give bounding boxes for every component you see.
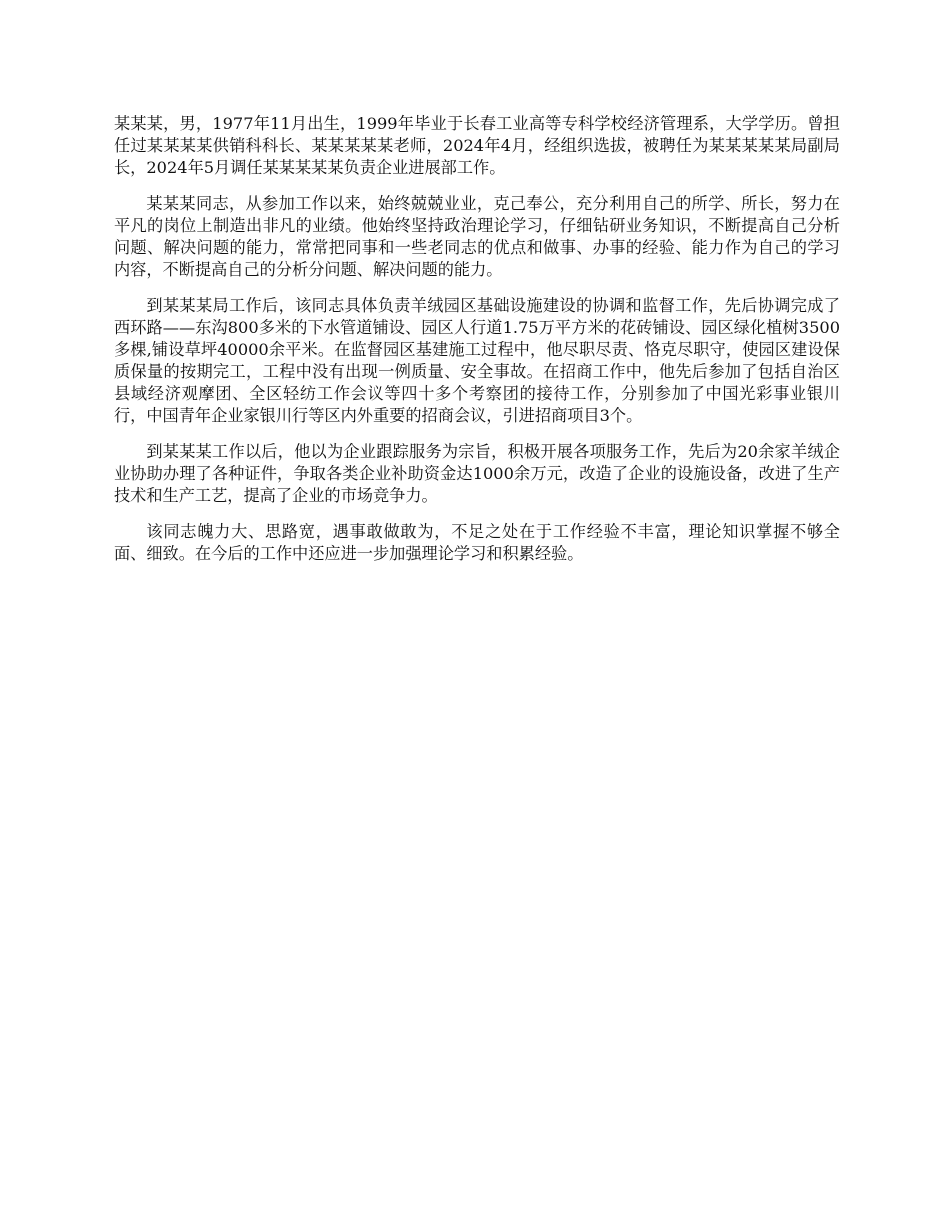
paragraph-2: 某某某同志，从参加工作以来，始终兢兢业业，克己奉公，充分利用自己的所学、所长，努力在平凡的岗位上制造出非凡的业绩。他始终坚持政治理论学习，仔细钻研业务知识，不断提高自己分析问题、解决问题的能力，常常把同事和一些老同志的优点和做事、办事的经验、能力作为自己的学习内容，不断提高自己的分析分问题、解决问题的能力。 bbox=[114, 194, 840, 279]
paragraph-4: 到某某某工作以后，他以为企业跟踪服务为宗旨，积极开展各项服务工作，先后为20余家羊绒企业协助办理了各种证件，争取各类企业补助资金达1000余万元，改造了企业的设施设备，改进了生产技术和生产工艺，提高了企业的市场竞争力。 bbox=[114, 442, 840, 505]
paragraph-5: 该同志魄力大、思路宽，遇事敢做敢为，不足之处在于工作经验不丰富，理论知识掌握不够全面、细致。在今后的工作中还应进一步加强理论学习和积累经验。 bbox=[114, 522, 840, 563]
document-body bbox=[114, 113, 840, 579]
paragraph-1: 某某某，男，1977年11月出生，1999年毕业于长春工业高等专科学校经济管理系，大学学历。曾担任过某某某某供销科科长、某某某某某老师，2024年4月，经组织选拔，被聘任为某某某某某局副局长，2024年5月调任某某某某某负责企业进展部工作。 bbox=[114, 114, 840, 177]
paragraph-3: 到某某某局工作后，该同志具体负责羊绒园区基础设施建设的协调和监督工作，先后协调完成了西环路——东沟800多米的下水管道铺设、园区人行道1.75万平方米的花砖铺设、园区绿化植树3500多棵,铺设草坪40000余平米。在监督园区基建施工过程中，他尽职尽责、恪克尽职守，使园区建设保质保量的按期完工，工程中没有出现一例质量、安全事故。在招商工作中，他先后参加了包括自治区县域经济观摩团、全区轻纺工作会议等四十多个考察团的接待工作，分别参加了中国光彩事业银川行，中国青年企业家银川行等区内外重要的招商会议，引进招商项目3个。 bbox=[114, 296, 840, 425]
